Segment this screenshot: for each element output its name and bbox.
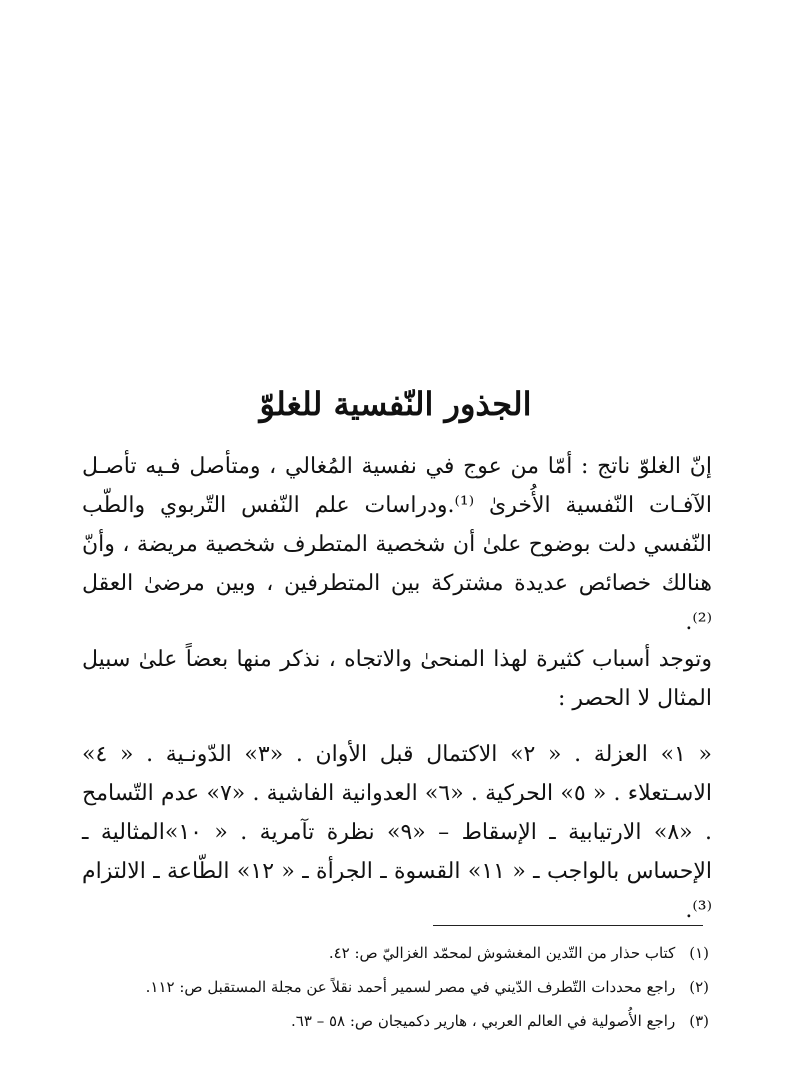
footnote-number: (٣) <box>689 1012 709 1030</box>
footnote-text: راجع الأُصولية في العالم العربي ، هارير دكميجان ص: ٥٨ – ٦٣. <box>291 1012 676 1030</box>
paragraph-intro: إنّ الغلوّ ناتج : أمّا من عوج في نفسية المُغالي ، ومتأصل فـيه تأصـل الآفـات النّفسية الأُخرىٰ ⁽¹⁾.ودراسات علم النّفس التّربوي والطّب النّفسي دلت بوضوح علىٰ أن شخصية المتطرف شخصية مريضة ، وأنّ هنالك خصائص عديدة مشتركة بين المتطرفين ، وبين مرضىٰ العقل ⁽²⁾. <box>82 454 712 635</box>
footnote-separator <box>433 925 703 926</box>
footnote-text: راجع محددات التّطرف الدّيني في مصر لسمير أحمد نقلاً عن مجلة المستقبل ص: ١١٢. <box>145 978 676 996</box>
paragraph-causes-list: « ١» العزلة . « ٢» الاكتمال قبل الأوان . «٣» الدّونـية . « ٤» الاسـتعلاء . « ٥» الحركية . «٦» العدوانية الفاشية . «٧» عدم التّسامح . «٨» الارتيابية ـ الإسقاط – «٩» نظرة تآمرية . « ١٠»المثالية ـ الإحساس بالواجب ـ « ١١» القسوة ـ الجرأة ـ « ١٢» الطّاعة ـ الالتزام ⁽³⁾. <box>82 742 713 923</box>
page-title: الجذور النّفسية للغلوّ <box>259 385 532 423</box>
footnote-number: (٢) <box>689 978 709 996</box>
paragraph-causes: وتوجد أسباب كثيرة لهذا المنحىٰ والاتجاه ، نذكر منها بعضاً علىٰ سبيل المثال لا الحصر : <box>82 647 712 711</box>
footnote-item <box>79 936 709 970</box>
footnote-number: (١) <box>689 944 709 962</box>
footnotes-list <box>79 936 709 1038</box>
footnote-item <box>79 1004 709 1038</box>
footnote-item <box>79 970 709 1004</box>
footnote-text: كتاب حذار من التّدين المغشوش لمحمّد الغزاليّ ص: ٤٢. <box>328 944 676 962</box>
